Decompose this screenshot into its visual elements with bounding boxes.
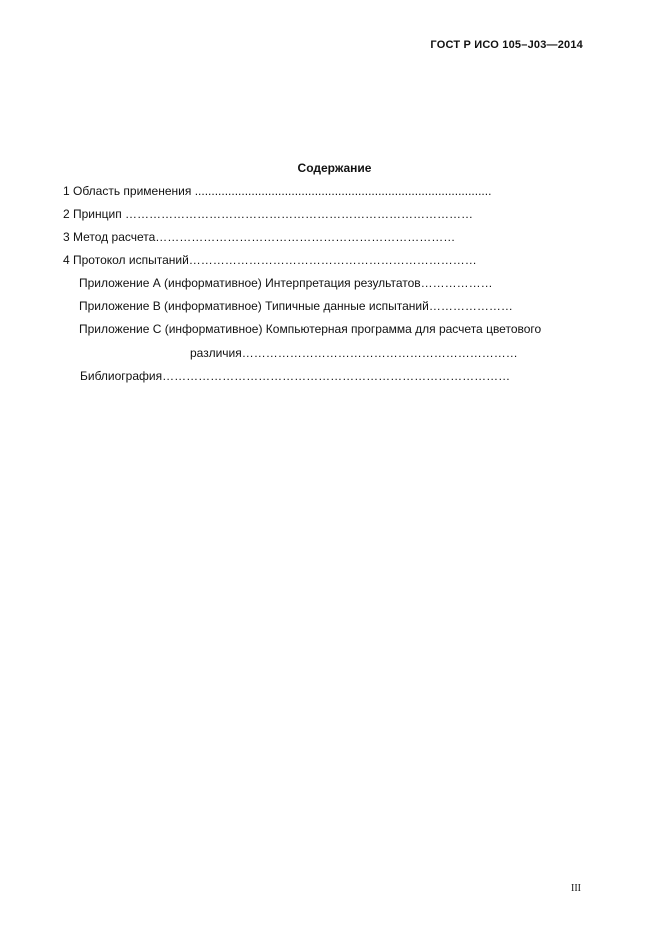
toc-entry-annex-b: Приложение В (информативное) Типичные данные испытаний………………… bbox=[79, 299, 513, 313]
document-designation: ГОСТ Р ИСО 105–J03—2014 bbox=[430, 39, 583, 51]
toc-entry-annex-c-continuation: различия…………………………………………………………… bbox=[190, 346, 518, 360]
toc-entry-test-report: 4 Протокол испытаний……………………………………………………………… bbox=[63, 253, 477, 267]
toc-entry-bibliography: Библиография…………………………………………………………………………… bbox=[80, 369, 511, 383]
toc-entry-principle: 2 Принцип …………………………………………………………………………… bbox=[63, 207, 474, 221]
page-number: III bbox=[571, 883, 581, 894]
toc-entry-annex-c: Приложение С (информативное) Компьютерная программа для расчета цветового bbox=[79, 322, 542, 336]
toc-title: Содержание bbox=[297, 161, 372, 175]
toc-entry-calculation-method: 3 Метод расчета………………………………………………………………… bbox=[63, 230, 456, 244]
toc-entry-annex-a: Приложение А (информативное) Интерпретация результатов……………… bbox=[79, 276, 493, 290]
toc-entry-scope: 1 Область применения ......................................................................................... bbox=[63, 184, 492, 198]
